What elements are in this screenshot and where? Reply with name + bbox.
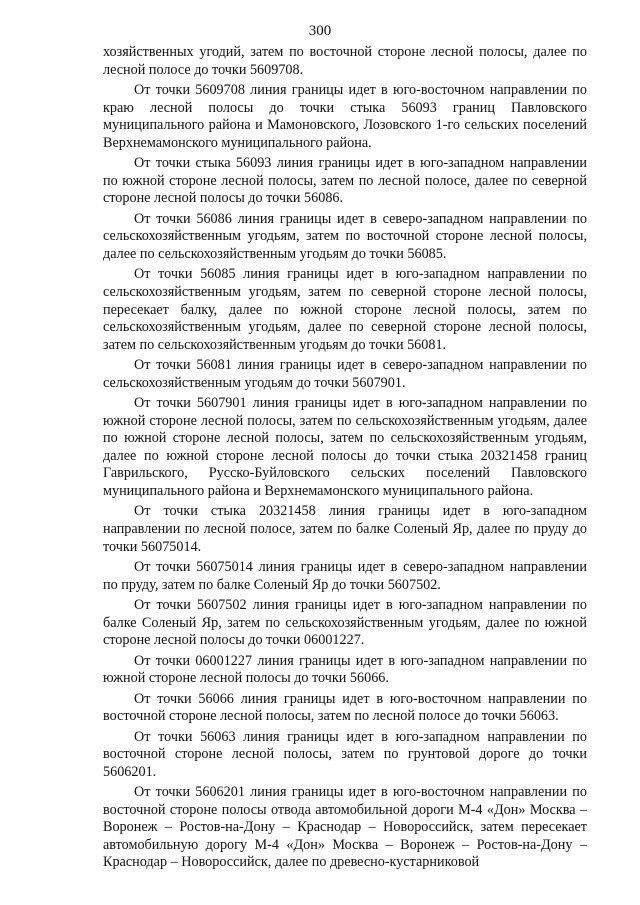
paragraph: От точки 56075014 линия границы идет в северо-западном направлении по пруду, затем по балке Соленый Яр до точки 5607502.	[103, 559, 587, 593]
paragraph: хозяйственных угодий, затем по восточной стороне лесной полосы, далее по лесной полосе до точки 5609708.	[103, 44, 587, 78]
paragraph: От точки 5607502 линия границы идет в юго-западном направлении по балке Соленый Яр, затем по сельскохозяйственным угодьям, далее по южной стороне лесной полосы до точки 06001227.	[103, 596, 587, 649]
paragraph: От точки 5606201 линия границы идет в юго-восточном направлении по восточной стороне полосы отвода автомобильной дороги М-4 «Дон» Москва – Воронеж – Ростов-на-Дону – Краснодар – Новороссийск, затем пересекает автомобильную дорогу М-4 «Дон» Москва – Воронеж – Ростов-на-Дону – Краснодар – Новороссийск, далее по древесно-кустарниковой	[103, 784, 587, 871]
paragraph: От точки 56063 линия границы идет в юго-западном направлении по восточной стороне лесной полосы, затем по грунтовой дороге до точки 5606201.	[103, 728, 587, 780]
paragraph: От точки 5609708 линия границы идет в юго-восточном направлении по краю лесной полосы до точки стыка 56093 границ Павловского муниципального района и Мамоновского, Лозовского 1-го сельских поселений Верхнемамонского муниципального района.	[103, 81, 587, 151]
page-number: 300	[308, 23, 332, 39]
paragraph: От точки 56066 линия границы идет в юго-восточном направлении по восточной стороне лесной полосы, затем по лесной полосе до точки 56063.	[103, 690, 587, 725]
paragraph: От точки стыка 20321458 линия границы идет в юго-западном направлении по лесной полосе, затем по балке Соленый Яр, далее по пруду до точки 56075014.	[103, 503, 587, 555]
paragraph: От точки 06001227 линия границы идет в юго-западном направлении по южной стороне лесной полосы до точки 56066.	[103, 652, 587, 687]
paragraph: От точки стыка 56093 линия границы идет в юго-западном направлении по южной стороне лесной полосы, затем по лесной полосе, далее по северной стороне лесной полосы до точки 56086.	[103, 155, 587, 207]
paragraph: От точки 56085 линия границы идет в юго-западном направлении по сельскохозяйственным угодьям, затем по северной стороне лесной полосы, пересекает балку, далее по южной стороне лесной полосы, затем по сельскохозяйственным угодьям, далее по северной стороне лесной полосы, затем по сельскохозяйственным угодьям до точки 56081.	[103, 266, 587, 353]
document-body	[103, 44, 587, 875]
paragraph: От точки 56086 линия границы идет в северо-западном направлении по сельскохозяйственным угодьям, затем по восточной стороне лесной полосы, далее по сельскохозяйственным угодьям до точки 56085.	[103, 210, 587, 262]
paragraph: От точки 56081 линия границы идет в северо-западном направлении по сельскохозяйственным угодьям до точки 5607901.	[103, 357, 587, 391]
paragraph: От точки 5607901 линия границы идет в юго-западном направлении по южной стороне лесной полосы, затем по сельскохозяйственным угодьям, далее по южной стороне лесной полосы, затем по сельскохозяйственным угодьям, далее по южной стороне лесной полосы до точки стыка 20321458 границ Гаврильского, Русско-Буйловского сельских поселений Павловского муниципального района и Верхнемамонского муниципального района.	[103, 395, 587, 500]
